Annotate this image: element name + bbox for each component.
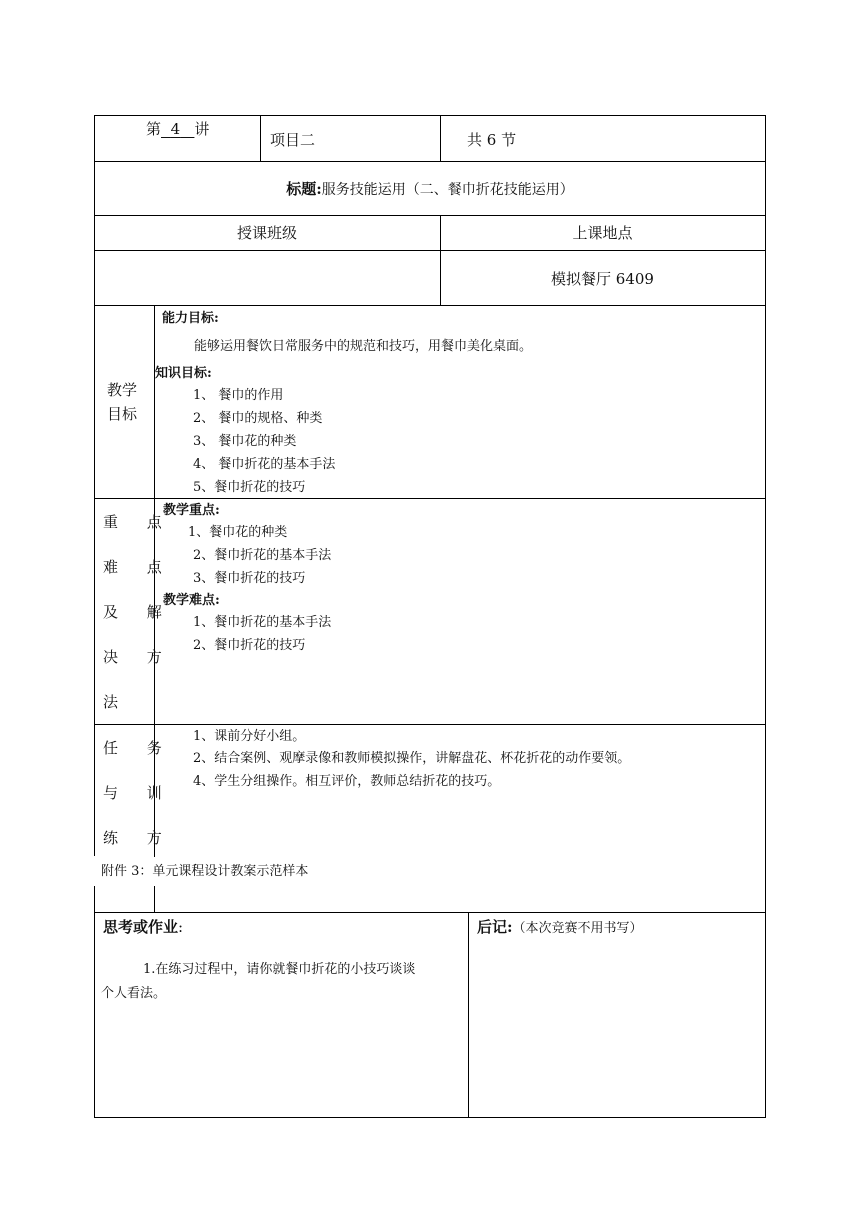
tasks-side-label: 与 训 <box>103 784 174 802</box>
homework-line: 个人看法。 <box>101 986 167 1001</box>
knowledge-item: 4、 餐巾折花的基本手法 <box>193 457 336 472</box>
border-row1 <box>94 161 766 162</box>
project-name: 项目二 <box>270 131 316 149</box>
knowledge-item: 5、餐巾折花的技巧 <box>193 480 306 495</box>
border-col-project <box>260 115 261 161</box>
homework-line: 1.在练习过程中，请你就餐巾折花的小技巧谈谈 <box>143 962 416 977</box>
class-label: 授课班级 <box>236 224 297 242</box>
location-label: 上课地点 <box>572 224 633 242</box>
attachment-note: 附件 3：单元课程设计教案示范样本 <box>101 864 309 879</box>
border2-right <box>765 912 766 1118</box>
border-right <box>765 115 766 912</box>
keypoints-side-label: 决 方 <box>103 648 174 666</box>
objectives-side-label-1: 教学 <box>107 381 138 399</box>
border-left-stub <box>94 886 95 912</box>
lecture-number: 第 4 讲 <box>146 120 210 138</box>
border-row2 <box>94 215 766 216</box>
border2-bottom <box>94 1117 766 1118</box>
border2-mid <box>468 912 469 1118</box>
task-item: 2、结合案例、观摩录像和教师模拟操作，讲解盘花、杯花折花的动作要领。 <box>193 751 631 766</box>
focus-item: 2、餐巾折花的基本手法 <box>193 548 332 563</box>
knowledge-item: 2、 餐巾的规格、种类 <box>193 411 323 426</box>
keypoints-side-label: 法 <box>103 693 131 711</box>
difficulty-heading: 教学难点: <box>163 593 220 608</box>
border-col-side-stub <box>154 886 155 912</box>
border-row7 <box>94 912 766 913</box>
tasks-side-label: 任 务 <box>103 739 174 757</box>
difficulty-item: 1、餐巾折花的基本手法 <box>193 615 332 630</box>
border-col-side <box>154 305 155 857</box>
tasks-side-label: 练 方 <box>103 829 174 847</box>
knowledge-item: 1、 餐巾的作用 <box>193 388 284 403</box>
keypoints-side-label: 重 点 <box>103 513 174 531</box>
session-count: 共 6 节 <box>467 131 517 149</box>
border-col-sessions <box>440 115 441 161</box>
focus-heading: 教学重点: <box>163 503 220 518</box>
focus-item: 3、餐巾折花的技巧 <box>193 571 306 586</box>
border-row5 <box>94 498 766 499</box>
border-row3 <box>94 250 766 251</box>
ability-heading: 能力目标: <box>162 311 219 326</box>
keypoints-side-label: 及 解 <box>103 603 174 621</box>
border2-left <box>94 912 95 1118</box>
location-value: 模拟餐厅 6409 <box>551 270 654 288</box>
border-row4 <box>94 305 766 306</box>
knowledge-item: 3、 餐巾花的种类 <box>193 434 297 449</box>
focus-item: 1、餐巾花的种类 <box>188 525 288 540</box>
task-item: 1、课前分好小组。 <box>193 729 306 744</box>
page-title: 标题:服务技能运用（二、餐巾折花技能运用） <box>286 180 574 198</box>
knowledge-heading: 知识目标: <box>155 366 212 381</box>
difficulty-item: 2、餐巾折花的技巧 <box>193 638 306 653</box>
postscript: 后记:（本次竞赛不用书写） <box>477 918 643 936</box>
ability-text: 能够运用餐饮日常服务中的规范和技巧，用餐巾美化桌面。 <box>194 339 533 354</box>
border-top <box>94 115 766 116</box>
task-item: 4、学生分组操作。相互评价，教师总结折花的技巧。 <box>193 774 501 789</box>
border-row6 <box>94 724 766 725</box>
keypoints-side-label: 难 点 <box>103 558 174 576</box>
objectives-side-label-2: 目标 <box>107 405 138 423</box>
homework-heading: 思考或作业: <box>103 918 184 936</box>
